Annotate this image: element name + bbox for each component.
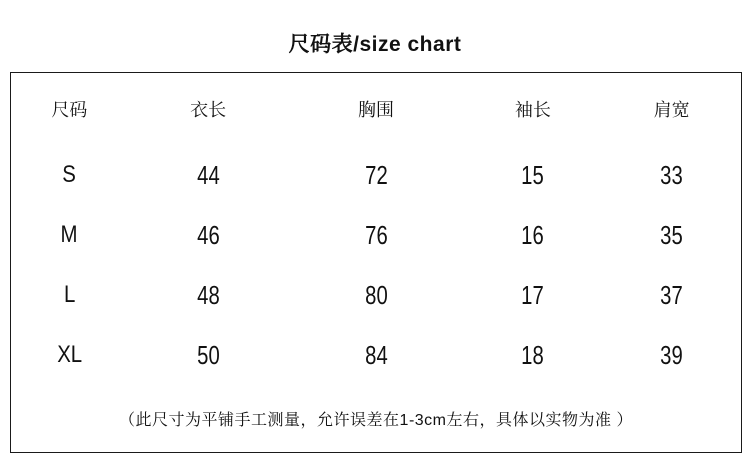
cell-size [11,281,128,309]
table-note-row [11,385,741,452]
size-value: M [60,221,78,248]
bust-value: 84 [364,339,388,370]
sleeve-value: 15 [521,159,545,190]
column-header-bust: 胸围 [357,100,394,120]
sleeve-value: 16 [521,219,545,250]
page-title: 尺码表/size chart [288,33,462,56]
shoulder-value: 35 [660,219,683,250]
table-row-xl [11,325,741,385]
cell-bust [288,220,463,251]
table-header-row [11,73,741,145]
length-value: 46 [196,219,220,250]
size-value: L [63,281,76,308]
cell-bust [288,340,463,371]
length-value: 44 [196,159,220,190]
column-header-length: 衣长 [190,100,227,120]
cell-length [128,280,289,311]
cell-sleeve [464,280,603,311]
sleeve-value: 18 [521,339,545,370]
sleeve-value: 17 [521,279,545,310]
cell-size [11,341,128,369]
column-header-shoulder: 肩宽 [653,100,690,120]
measurement-note: （此尺寸为平铺手工测量，允许误差在1-3cm左右，具体以实物为准 ） [119,412,633,429]
shoulder-value: 37 [660,279,683,310]
cell-shoulder [602,220,741,251]
cell-bust [288,280,463,311]
column-header-size: 尺码 [51,100,88,120]
table-row-m [11,205,741,265]
size-value: S [62,161,77,188]
size-chart-table [10,72,742,453]
cell-shoulder [602,160,741,191]
cell-length [128,220,289,251]
length-value: 48 [196,279,220,310]
cell-length [128,160,289,191]
table-row-s [11,145,741,205]
cell-sleeve [464,160,603,191]
cell-size [11,161,128,189]
cell-sleeve [464,220,603,251]
table-row-l [11,265,741,325]
bust-value: 76 [364,219,388,250]
size-value: XL [56,341,82,368]
bust-value: 72 [364,159,388,190]
cell-sleeve [464,340,603,371]
cell-shoulder [602,280,741,311]
column-header-sleeve: 袖长 [514,100,551,120]
cell-shoulder [602,340,741,371]
bust-value: 80 [364,279,388,310]
length-value: 50 [196,339,220,370]
cell-bust [288,160,463,191]
shoulder-value: 33 [660,159,683,190]
cell-size [11,221,128,249]
cell-length [128,340,289,371]
shoulder-value: 39 [660,339,683,370]
